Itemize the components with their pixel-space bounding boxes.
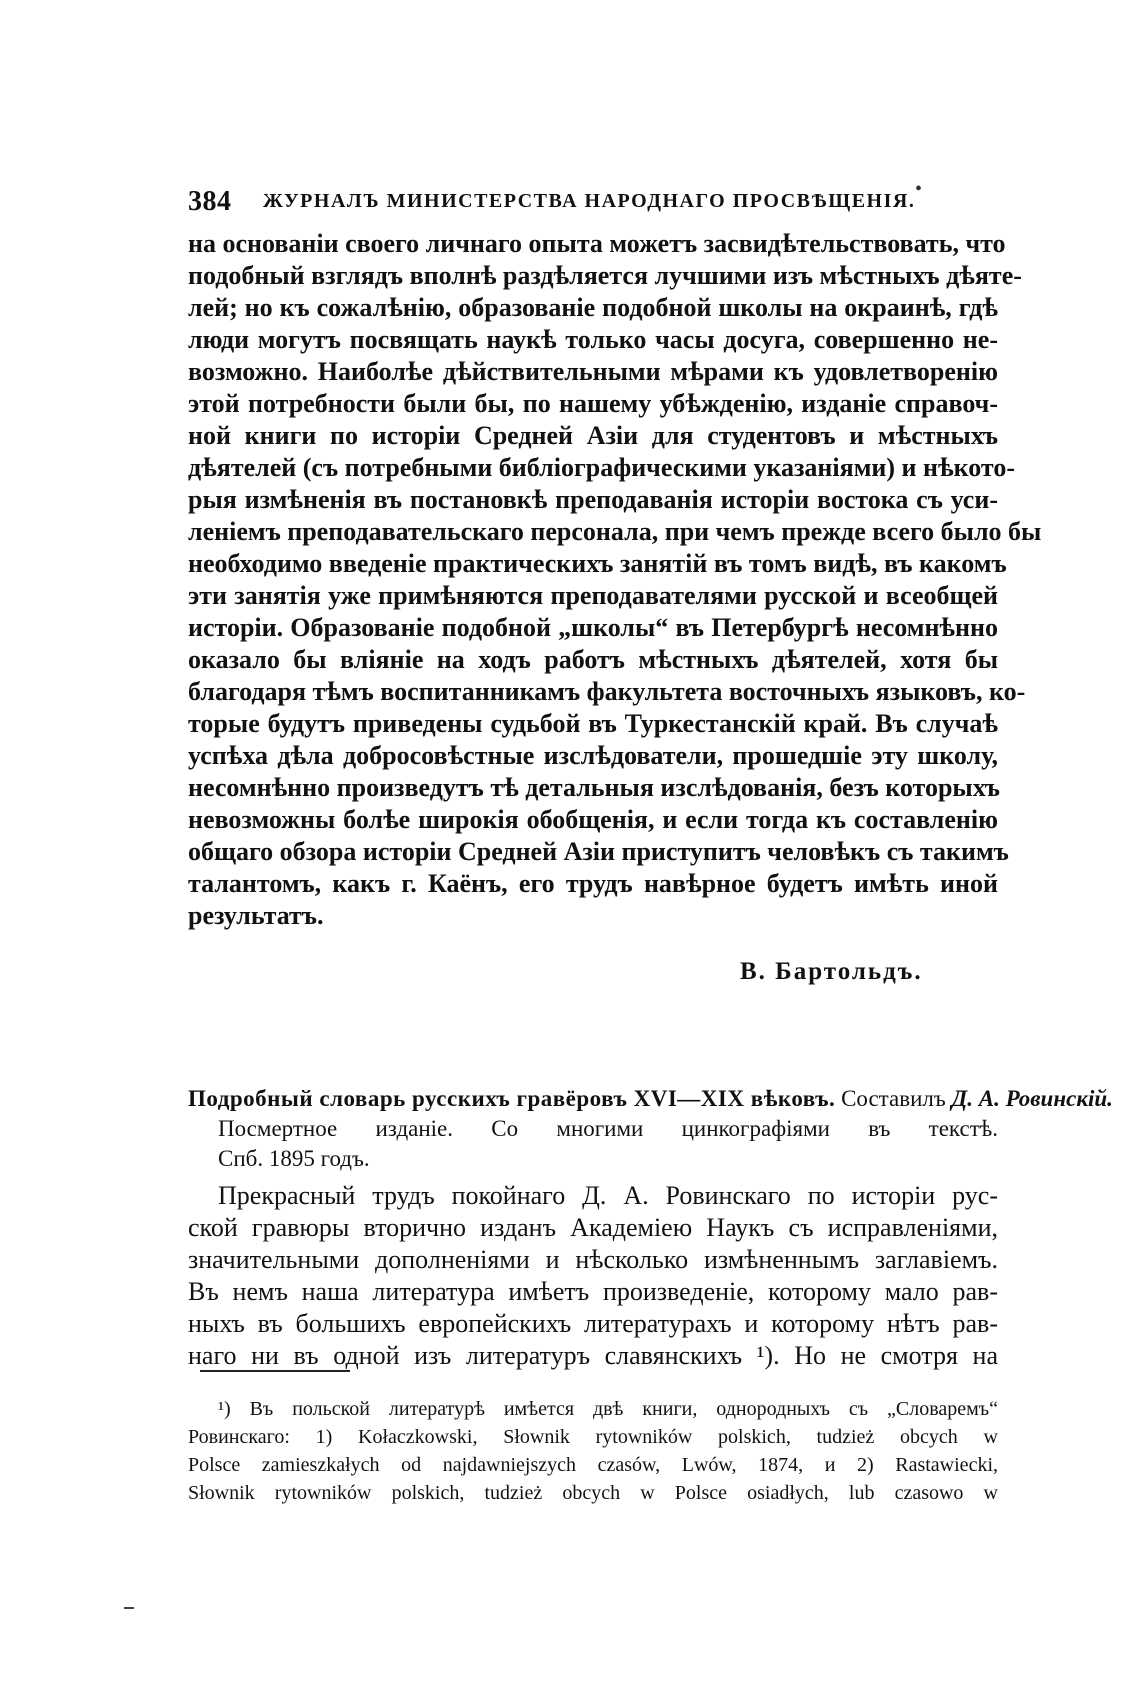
footnote-rule xyxy=(200,1370,350,1372)
page-header xyxy=(188,186,998,226)
review-place-year: Спб. 1895 годъ. xyxy=(218,1146,370,1171)
text-line: лей; но къ сожалѣнію, образованіе подобной школы на окраинѣ, гдѣ xyxy=(188,293,998,322)
text-line: ной книги по исторіи Средней Азіи для студентовъ и мѣстныхъ xyxy=(188,421,998,450)
text-line: ныхъ въ большихъ европейскихъ литературахъ и которому нѣтъ рав- xyxy=(188,1309,998,1338)
text-line: значительными дополненіями и нѣсколько измѣненнымъ заглавіемъ. xyxy=(188,1245,998,1274)
review-edition: Посмертное изданіе. Со многими цинкографіями въ текстѣ. xyxy=(218,1116,998,1141)
text-line: дѣятелей (съ потребными библіографическими указаніями) и нѣкото- xyxy=(188,453,1015,482)
text-line: леніемъ преподавательскаго персонала, при чемъ прежде всего было бы xyxy=(188,517,1042,546)
text-line: рыя измѣненія въ постановкѣ преподаванія исторіи востока съ уси- xyxy=(188,485,998,514)
text-line: эти занятія уже примѣняются преподавателями русской и всеобщей xyxy=(188,581,998,610)
text-line: ской гравюры вторично изданъ Академіею Наукъ съ исправленіями, xyxy=(188,1213,998,1242)
text-line: талантомъ, какъ г. Каёнъ, его трудъ навѣрное будетъ имѣть иной xyxy=(188,869,998,898)
text-line: люди могутъ посвящать наукѣ только часы досуга, совершенно не- xyxy=(188,325,998,354)
text-line: на основаніи своего личнаго опыта можетъ засвидѣтельствовать, что xyxy=(188,229,1006,258)
text-line: возможно. Наиболѣе дѣйствительными мѣрами къ удовлетворенію xyxy=(188,357,998,386)
footnote-line: Polsce zamieszkałych od najdawniejszych czasów, Lwów, 1874, и 2) Rastawiecki, xyxy=(188,1454,998,1476)
text-line: подобный взглядъ вполнѣ раздѣляется лучшими изъ мѣстныхъ дѣяте- xyxy=(188,261,1022,290)
text-line: наго ни въ одной изъ литературъ славянскихъ ¹). Но не смотря на xyxy=(188,1341,998,1370)
footnote-line: ¹) Въ польской литературѣ имѣется двѣ книги, однородныхъ съ „Словаремъ“ xyxy=(218,1398,998,1420)
scan-mark: • xyxy=(915,178,923,200)
text-line: этой потребности были бы, по нашему убѣжденію, изданіе справоч- xyxy=(188,389,998,418)
running-title: ЖУРНАЛЪ МИНИСТЕРСТВА НАРОДНАГО ПРОСВѢЩЕНІЯ. xyxy=(263,190,916,212)
margin-mark xyxy=(124,1607,134,1609)
text-line: невозможны болѣе широкія обобщенія, и если тогда къ составленію xyxy=(188,805,998,834)
text-line: общаго обзора исторіи Средней Азіи приступитъ человѣкъ съ такимъ xyxy=(188,837,1009,866)
text-line: Прекрасный трудъ покойнаго Д. А. Ровинскаго по исторіи рус- xyxy=(218,1181,998,1210)
text-line: несомнѣнно произведутъ тѣ детальныя изслѣдованія, безъ которыхъ xyxy=(188,773,1000,802)
text-line: торые будутъ приведены судьбой въ Туркестанскій край. Въ случаѣ xyxy=(188,709,998,738)
text-line: благодаря тѣмъ воспитанникамъ факультета восточныхъ языковъ, ко- xyxy=(188,677,1026,706)
text-line: необходимо введеніе практическихъ занятій въ томъ видѣ, въ какомъ xyxy=(188,549,1007,578)
text-line: успѣха дѣла добросовѣстные изслѣдователи, прошедшіе эту школу, xyxy=(188,741,998,770)
review-author: Д. А. Ровинскій. xyxy=(951,1086,1113,1111)
text-line: исторіи. Образованіе подобной „школы“ въ Петербургѣ несомнѣнно xyxy=(188,613,998,642)
review-title: Подробный словарь русскихъ гравёровъ XVI—XIX вѣковъ. xyxy=(188,1086,836,1111)
review-compiled-by: Составилъ xyxy=(835,1086,952,1111)
footnote-line: Ровинскаго: 1) Kołaczkowski, Słownik rytowników polskich, tudzież obcych w xyxy=(188,1426,998,1448)
page-number: 384 xyxy=(188,186,232,217)
text-line: Въ немъ наша литература имѣетъ произведеніе, которому мало рав- xyxy=(188,1277,998,1306)
review-heading xyxy=(188,1084,1113,1174)
author-signature: В. Бартольдъ. xyxy=(740,958,923,985)
footnote-line: Słownik rytowników polskich, tudzież obcych w Polsce osiadłych, lub czasowo w xyxy=(188,1482,998,1504)
text-line: результатъ. xyxy=(188,901,324,930)
text-line: оказало бы вліяніе на ходъ работъ мѣстныхъ дѣятелей, хотя бы xyxy=(188,645,998,674)
